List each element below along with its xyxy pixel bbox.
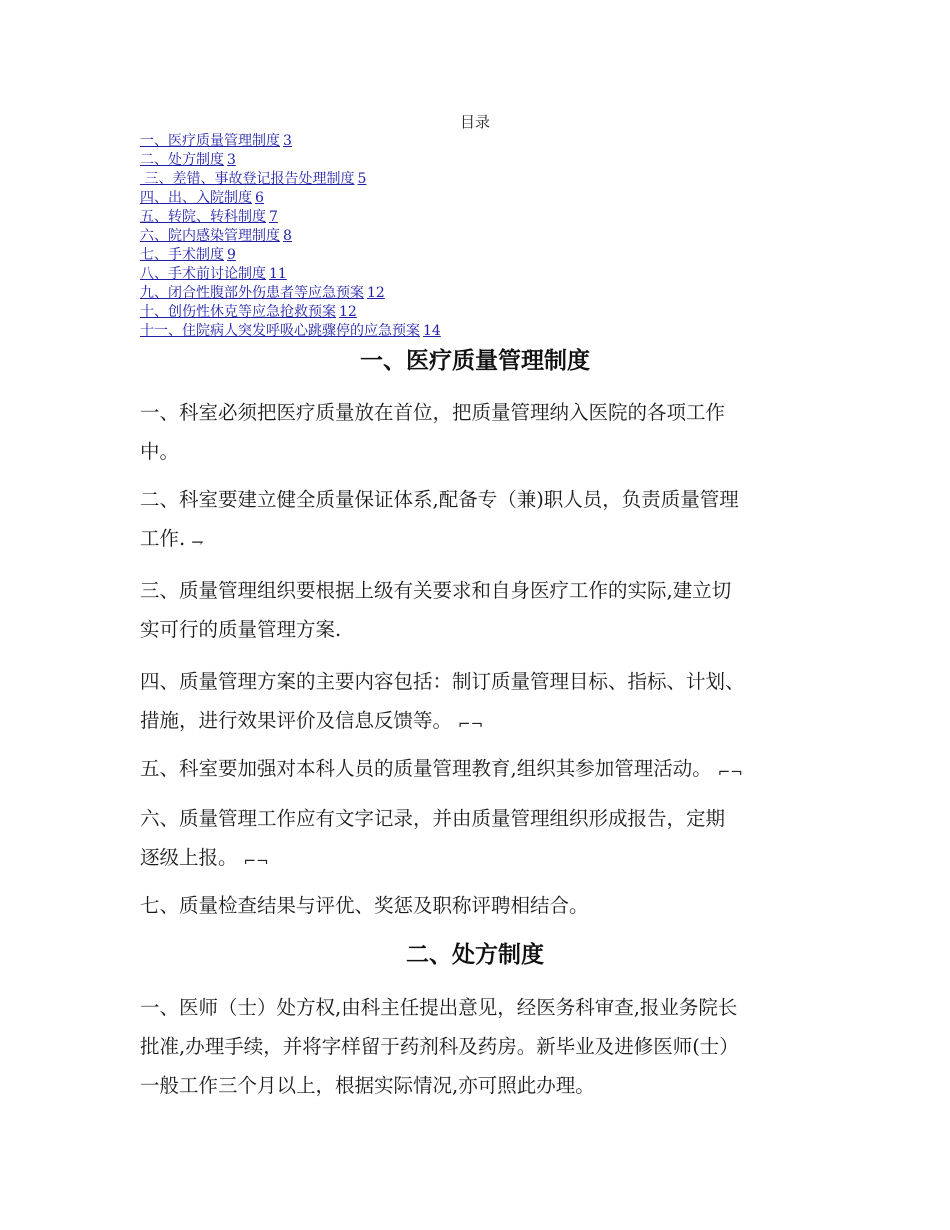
paragraph: 五、科室要加强对本科人员的质量管理教育,组织其参加管理活动。 ⌐¬: [140, 757, 743, 781]
toc-item: [140, 265, 820, 284]
paragraph: 七、质量检查结果与评优、奖惩及职称评聘相结合。: [140, 894, 589, 917]
format-mark-icon: ⇁: [191, 533, 204, 551]
toc-item: [140, 208, 820, 227]
toc-link[interactable]: 一、医疗质量管理制度 3: [140, 133, 292, 149]
toc-item: [140, 189, 820, 208]
toc-link[interactable]: 六、院内感染管理制度 8: [140, 228, 292, 244]
toc-item: [140, 151, 820, 170]
format-mark-icon: ⌐¬: [717, 763, 743, 781]
paragraph: 二、科室要建立健全质量保证体系,配备专（兼)职人员，负责质量管理 工作. ⇁: [140, 488, 739, 551]
section-heading: 一、医疗质量管理制度: [360, 347, 590, 374]
paragraph: 一、医师（士）处方权,由科主任提出意见，经医务科审查,报业务院长 批准,办理手续，并将字样留于药剂科及药房。新毕业及进修医师(士） 一般工作三个月以上，根据实际情况,亦可照此办理。: [140, 996, 739, 1097]
toc-link[interactable]: 四、出、入院制度 6: [140, 190, 264, 206]
toc-title: 目录: [459, 113, 490, 131]
toc-item: [140, 170, 820, 189]
toc-item: [140, 303, 820, 322]
toc-link[interactable]: 五、转院、转科制度 7: [140, 209, 278, 225]
table-of-contents: [140, 132, 820, 341]
format-mark-icon: ⌐¬: [458, 715, 484, 733]
toc-item: [140, 246, 820, 265]
paragraph: 三、质量管理组织要根据上级有关要求和自身医疗工作的实际,建立切 实可行的质量管理方案.: [140, 579, 732, 641]
toc-item: [140, 227, 820, 246]
format-mark-icon: ⌐¬: [243, 852, 269, 870]
toc-link[interactable]: 三、差错、事故登记报告处理制度 5: [140, 171, 367, 187]
toc-link[interactable]: 十一、住院病人突发呼吸心跳骤停的应急预案 14: [140, 323, 441, 339]
toc-item: [140, 284, 820, 303]
toc-link[interactable]: 九、闭合性腹部外伤患者等应急预案 12: [140, 285, 385, 301]
toc-item: [140, 132, 820, 151]
paragraph: 六、质量管理工作应有文字记录，并由质量管理组织形成报告，定期 逐级上报。 ⌐¬: [140, 807, 726, 870]
toc-link[interactable]: 二、处方制度 3: [140, 152, 236, 168]
toc-link[interactable]: 八、手术前讨论制度 11: [140, 266, 287, 282]
section-heading: 二、处方制度: [406, 941, 544, 968]
toc-item: [140, 322, 820, 341]
toc-link[interactable]: 七、手术制度 9: [140, 247, 236, 263]
paragraph: 一、科室必须把医疗质量放在首位，把质量管理纳入医院的各项工作 中。: [140, 401, 726, 463]
paragraph: 四、质量管理方案的主要内容包括：制订质量管理目标、指标、计划、 措施，进行效果评价及信息反馈等。 ⌐¬: [140, 670, 745, 733]
toc-link[interactable]: 十、创伤性休克等应急抢救预案 12: [140, 304, 357, 320]
